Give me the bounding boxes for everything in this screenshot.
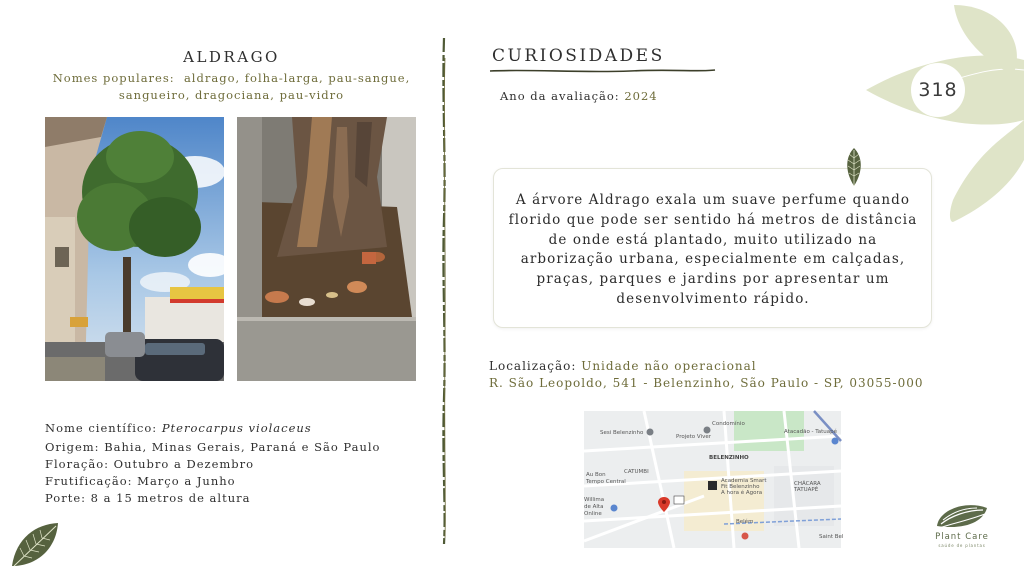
popular-names-line1: aldrago, folha-larga, pau-sangue,	[183, 71, 411, 85]
location-label: Localização:	[489, 359, 577, 373]
map-label-willima: Willima	[584, 497, 605, 503]
popular-names-line2: sangueiro, dragociana, pau-vidro	[118, 87, 345, 102]
map-label-tatuape: TATUAPÉ	[794, 487, 819, 493]
map-label-projeto: Projeto Viver	[676, 434, 711, 440]
map-label-academia1: Academia Smart	[721, 478, 767, 484]
popular-names	[45, 70, 418, 103]
map-label-saint: Saint Bel	[819, 534, 844, 540]
street-with-tree-photo	[45, 117, 224, 381]
flowering-text: Floração: Outubro a Dezembro	[45, 457, 255, 471]
plant-details	[45, 420, 425, 507]
description-text: A árvore Aldrago exala um suave perfume quando florido que pode ser sentido há metros de distância de onde está plantado, muito utilizado na arborização urbana, especialmente em calçadas, praças, parques e jardins por apresentar um desenvolvimento rápido.	[508, 192, 918, 307]
map-label-academia3: A hora é Agora	[721, 490, 763, 496]
curiosities-heading: CURIOSIDADES	[492, 46, 665, 66]
map-label-belem: Belém	[736, 519, 754, 525]
record-number-badge: 318	[918, 79, 958, 101]
scientific-name: Pterocarpus violaceus	[161, 421, 312, 435]
map-label-belenzinho: BELENZINHO	[709, 455, 749, 461]
decorative-leaves	[858, 0, 1024, 224]
year-label: Ano da avaliação:	[500, 89, 620, 103]
origin-text: Origem: Bahia, Minas Gerais, Paraná e São Paulo	[45, 440, 381, 454]
map-label-chacara: CHÁCARA	[794, 481, 821, 487]
brand-name: Plant Care	[935, 532, 989, 542]
year-value: 2024	[624, 89, 658, 103]
map-label-dealta: de Alta	[584, 504, 604, 510]
location-block	[489, 358, 924, 392]
plant-title: ALDRAGO	[183, 48, 280, 66]
map-label-aubon: Au Bon	[586, 472, 606, 478]
location-status: Unidade não operacional	[581, 359, 757, 373]
brand-tagline: saúde de plantas	[938, 543, 986, 548]
map-label-sesi: Sesi Belenzinho	[600, 430, 644, 436]
scientific-name-label: Nome científico:	[45, 421, 158, 435]
size-text: Porte: 8 a 15 metros de altura	[45, 491, 251, 505]
location-address: R. São Leopoldo, 541 - Belenzinho, São Paulo - SP, 03055-000	[489, 376, 924, 390]
fruiting-text: Frutificação: Março a Junho	[45, 474, 236, 488]
leaf-icon-bottom	[8, 520, 63, 572]
scientific-name-row	[45, 420, 425, 437]
popular-names-label: Nomes populares:	[52, 71, 175, 85]
map-label-atacadao: Atacadão - Tatuapé	[784, 429, 838, 435]
map-label-online: Online	[584, 511, 602, 517]
map-label-academia2: Fit Belenzinho	[721, 484, 760, 490]
map-label-catumbi: CATUMBI	[624, 469, 649, 475]
heading-underline	[490, 68, 715, 74]
tree-trunk-photo	[237, 117, 416, 381]
location-map[interactable]	[584, 411, 844, 548]
evaluation-year	[500, 89, 658, 103]
map-label-cond: Condomínio	[712, 421, 745, 427]
map-label-tempo: Tempo Central	[586, 479, 626, 485]
column-divider	[437, 38, 451, 544]
